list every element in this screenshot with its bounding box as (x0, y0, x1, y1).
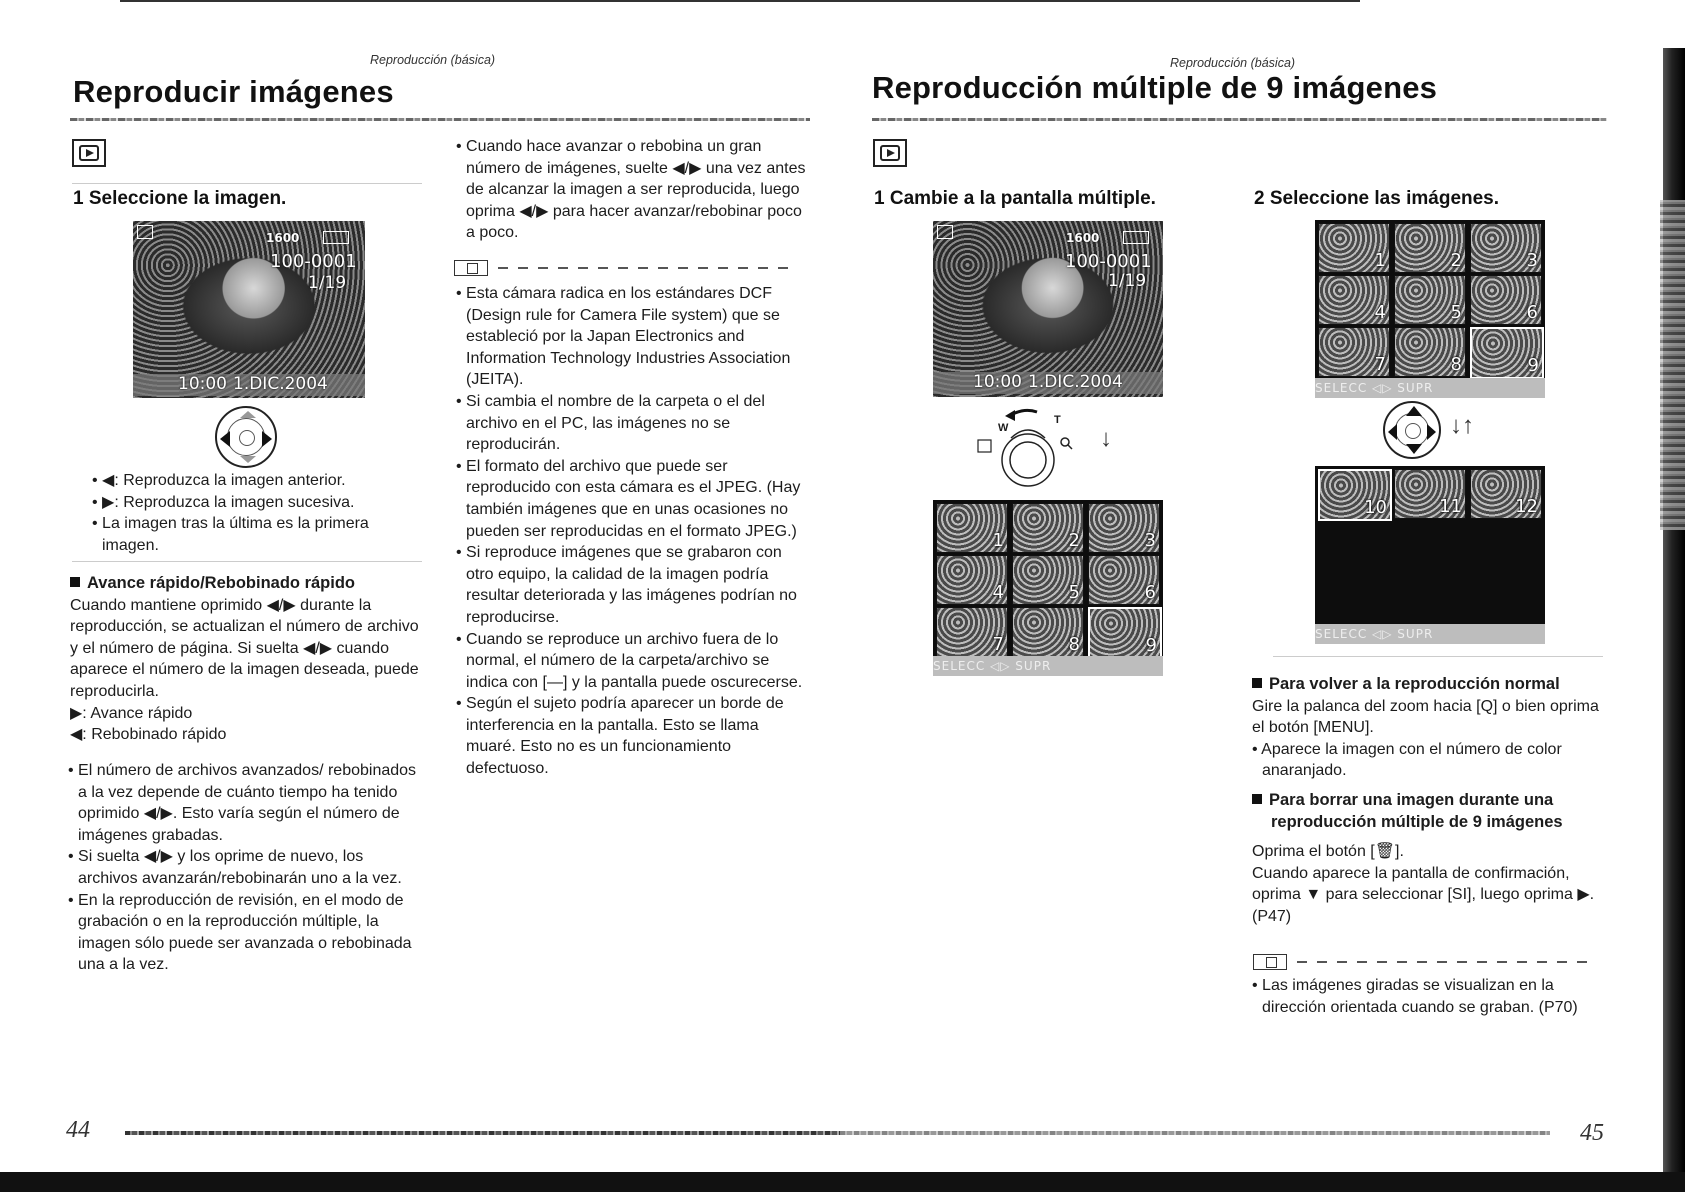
photo (133, 221, 365, 398)
page-edge-texture (1660, 200, 1685, 530)
zoom-lever-diagram (975, 400, 1095, 495)
left-title-rule (70, 118, 810, 121)
note-dash (498, 267, 798, 269)
note-item: • El número de archivos avanzados/ rebobinados a la vez depende de cuánto tiempo ha tenido oprimido ◀/▶. Esto varía según el número de imágenes grabadas. (68, 762, 417, 844)
left-col2-notes (456, 283, 806, 780)
bottom-band (0, 1172, 1685, 1192)
note-item: • Si reproduce imágenes que se grabaron con otro equipo, la calidad de la imagen podría resultar deteriorada y las imágenes podrían no reproducirse. (456, 544, 797, 626)
footer-rule-left (125, 1131, 840, 1135)
note-marker (1253, 953, 1597, 971)
thumbnail: 5 (1012, 555, 1084, 605)
thumbnail-selected: 9 (1470, 327, 1544, 379)
date-label: 1.DIC.2004 (1028, 372, 1123, 392)
fast-forward-section (70, 573, 422, 746)
thumbnail-selected: 9 (1088, 607, 1162, 659)
divider (1273, 656, 1603, 657)
left-col2-top (456, 136, 806, 244)
delete-body-2: Cuando aparece la pantalla de confirmación, oprima ▼ para seleccionar [SI], luego oprima ▶. (P47) (1252, 864, 1595, 925)
delete-heading: Para borrar una imagen durante una reproducción múltiple de 9 imágenes (1252, 790, 1607, 833)
thumbnail: 2 (1394, 223, 1466, 273)
menu-strip: SELECC ◁▷ SUPR (1315, 624, 1545, 644)
down-up-arrows-icon: ↓↑ (1450, 412, 1474, 439)
date-label: 1.DIC.2004 (233, 374, 328, 394)
right-section-tag: Reproducción (básica) (1170, 56, 1296, 70)
thumbnail: 8 (1012, 607, 1084, 657)
normal-playback-body: Gire la palanca del zoom hacia [Q] o bien oprima el botón [MENU]. (1252, 697, 1599, 737)
square-bullet-icon (1252, 794, 1262, 804)
right-step-1: 1 Cambie a la pantalla múltiple. (874, 188, 1156, 209)
thumbnail-selected: 10 (1318, 469, 1392, 521)
rewind-label: ◀: Rebobinado rápido (70, 726, 227, 744)
time-label: 10:00 (973, 372, 1022, 392)
left-step-bullets (92, 470, 422, 556)
square-bullet-icon (1252, 678, 1262, 688)
left-section-tag: Reproducción (básica) (370, 53, 496, 67)
bullet-next: • ▶: Reproduzca la imagen sucesiva. (92, 493, 355, 511)
thumbnail: 3 (1088, 503, 1160, 553)
thumbnail: 1 (1318, 223, 1390, 273)
note-item: • Esta cámara radica en los estándares DCF (Design rule for Camera File system) que se estableció por la Japan Electronics and Information Technology Industries Association (JEITA). (456, 285, 791, 389)
bullet-previous: • ◀: Reproduzca la imagen anterior. (92, 472, 346, 489)
folder-file-number: 100-0001 (1065, 251, 1152, 272)
right-step-2: 2 Seleccione las imágenes. (1254, 188, 1500, 209)
note-item: • Si cambia el nombre de la carpeta o el del archivo en el PC, las imágenes no se reproducirán. (456, 392, 765, 454)
right-page-title: Reproducción múltiple de 9 imágenes (872, 70, 1438, 105)
playback-icon (937, 225, 953, 239)
thumbnail: 5 (1394, 275, 1466, 325)
divider (72, 183, 422, 184)
photo (933, 221, 1163, 397)
note-icon (454, 260, 488, 276)
folder-file-number: 100-0001 (270, 251, 357, 272)
playback-mode-icon (873, 139, 907, 167)
left-step-1: 1 Seleccione la imagen. (73, 188, 287, 209)
thumbnail: 7 (1318, 327, 1390, 377)
note-dash (1297, 961, 1597, 963)
down-arrow-icon: ↓ (1100, 425, 1112, 452)
page-number-left: 44 (66, 1117, 90, 1143)
note-marker (454, 259, 798, 277)
quality-label: 1600 (1066, 231, 1100, 245)
menu-strip: SELECC ◁▷ SUPR (1315, 378, 1545, 398)
dpad-ud-icon (1383, 401, 1441, 459)
right-title-rule (872, 118, 1607, 121)
image-counter: 1/19 (1108, 271, 1147, 291)
delete-body-1: Oprima el botón [🗑]. (1252, 843, 1404, 861)
note-item: • Si suelta ◀/▶ y los oprime de nuevo, los archivos avanzarán/rebobinarán uno a la vez. (68, 848, 402, 887)
note-icon (1253, 954, 1287, 970)
top-rule (120, 0, 1360, 2)
normal-playback-bullet: • Aparece la imagen con el número de color anaranjado. (1252, 740, 1562, 780)
thumbnail: 4 (1318, 275, 1390, 325)
time-label: 10:00 (178, 374, 227, 394)
note-item: • Cuando se reproduce un archivo fuera de lo normal, el número de la carpeta/archivo se indica con [—] y la pantalla puede oscurecerse. (456, 630, 803, 691)
right-instructions (1252, 674, 1607, 928)
thumbnail: 1 (936, 503, 1008, 553)
right-note (1252, 975, 1607, 1018)
fast-forward-body: Cuando mantiene oprimido ◀/▶ durante la reproducción, se actualizan el número de archivo y el número de página. Si suelta ◀/▶ cuando aparece el número de la imagen deseada, puede reproducirla. (70, 596, 419, 700)
footer-rule-right (840, 1131, 1550, 1135)
fast-forward-heading: Avance rápido/Rebobinado rápido (70, 573, 422, 595)
thumbnail: 8 (1394, 327, 1466, 377)
fast-forward-label: ▶: Avance rápido (70, 704, 193, 722)
zoom-t-label: T (1054, 414, 1061, 426)
zoom-w-label: W (998, 422, 1009, 434)
image-counter: 1/19 (308, 273, 347, 293)
note-item: • El formato del archivo que puede ser reproducido con esta cámara es el JPEG. (Hay también imágenes que en unas ocasiones no pueden ser reproducidas en el formato JPEG.) (456, 457, 801, 540)
divider (72, 561, 422, 562)
page-number-right: 45 (1580, 1120, 1604, 1146)
thumbnail: 2 (1012, 503, 1084, 553)
col2-top-bullet: • Cuando hace avanzar o rebobina un gran número de imágenes, suelte ◀/▶ una vez antes de alcanzar la imagen a ser reproducida, luego oprima ◀/▶ para hacer avanzar/rebobinar poco a poco. (456, 138, 806, 242)
camera-screen-single (133, 221, 365, 398)
left-page-title: Reproducir imágenes (73, 74, 394, 109)
thumbnail: 12 (1470, 469, 1542, 519)
zoom-lever-svg (975, 400, 1095, 495)
menu-strip: SELECC ◁▷ SUPR (933, 656, 1163, 676)
battery-icon (323, 231, 349, 244)
multi-screen-9 (933, 500, 1163, 676)
quality-label: 1600 (266, 231, 300, 245)
playback-mode-icon (72, 139, 106, 167)
note-item: • En la reproducción de revisión, en el modo de grabación o en la reproducción múltiple, la imagen sólo puede ser avanzada o rebobinada una a la vez. (68, 891, 412, 974)
thumbnail: 6 (1470, 275, 1542, 325)
camera-screen-single (933, 221, 1163, 397)
square-bullet-icon (70, 577, 80, 587)
battery-icon (1123, 231, 1149, 244)
left-notes (68, 760, 422, 976)
multi-screen-page-2 (1315, 466, 1545, 644)
thumbnail: 6 (1088, 555, 1160, 605)
note-item: • Según el sujeto podría aparecer un borde de interferencia en la pantalla. Esto se llama muaré. Esto no es un funcionamiento defectuoso. (456, 695, 784, 778)
thumbnail: 7 (936, 607, 1008, 657)
multi-screen-9 (1315, 220, 1545, 398)
thumbnail: 11 (1394, 469, 1466, 519)
playback-icon (137, 225, 153, 239)
note-item: • Las imágenes giradas se visualizan en la dirección orientada cuando se graban. (P70) (1252, 977, 1578, 1016)
thumbnail: 4 (936, 555, 1008, 605)
dpad-lr-icon (215, 406, 277, 468)
normal-playback-heading: Para volver a la reproducción normal (1252, 674, 1607, 696)
bullet-wrap: • La imagen tras la última es la primera imagen. (92, 515, 369, 554)
thumbnail: 3 (1470, 223, 1542, 273)
